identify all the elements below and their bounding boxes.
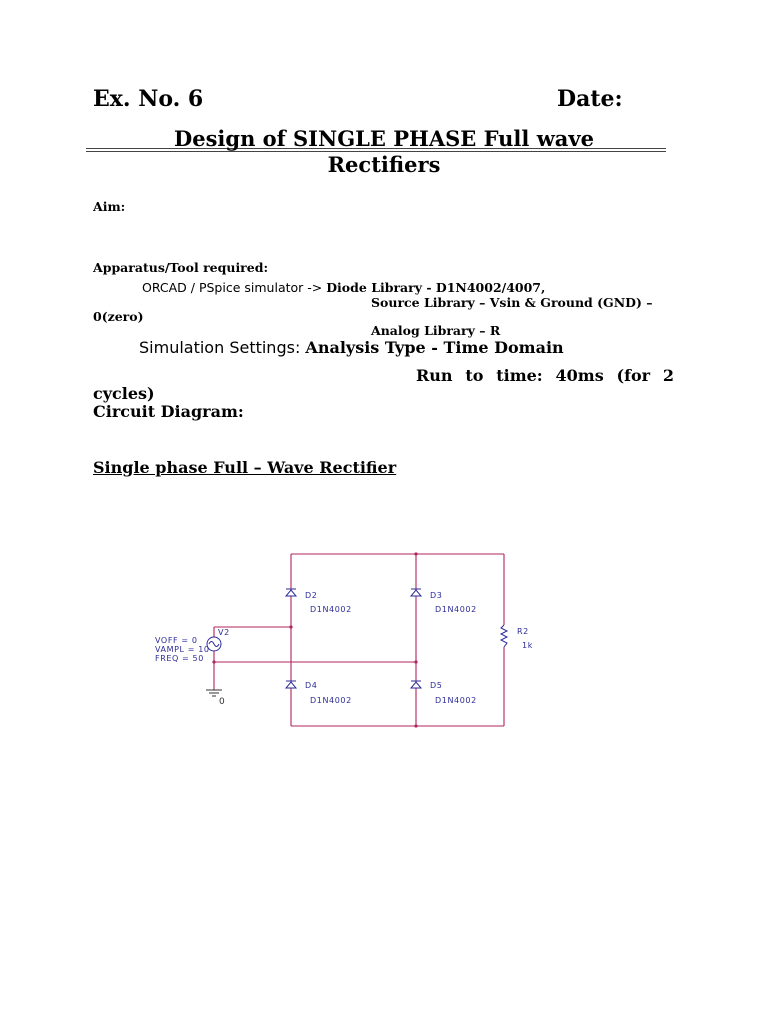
resistor-label: R2 [517, 627, 529, 636]
diode-d2-symbol [286, 589, 296, 596]
diode-d3-label: D3 [430, 591, 443, 600]
analog-library: Analog Library – R [371, 323, 501, 338]
ground-symbol [206, 690, 222, 696]
simulation-label: Simulation Settings: [139, 338, 306, 357]
resistor-value: 1k [522, 641, 533, 650]
run-to-time-cont: cycles) [93, 384, 155, 403]
exercise-number: Ex. No. 6 [93, 86, 204, 112]
run-word: 40ms [555, 366, 604, 385]
run-word: (for [616, 366, 651, 385]
tool-prefix: ORCAD / PSpice simulator -> [142, 280, 327, 295]
diode-d3-symbol [411, 589, 421, 596]
resistor-symbol [501, 625, 507, 647]
diode-d3-model: D1N4002 [435, 605, 477, 614]
analysis-type: Analysis Type - Time Domain [305, 338, 564, 357]
ground-label: 0 [219, 697, 226, 707]
circuit-heading: Single phase Full – Wave Rectifier [93, 458, 397, 477]
rectifier-schematic [150, 545, 550, 735]
run-word: time: [496, 366, 543, 385]
source-voff: VOFF = 0 [155, 636, 198, 645]
circuit-diagram-label: Circuit Diagram: [93, 402, 244, 421]
run-to-time [416, 366, 674, 385]
tool-line [142, 280, 545, 295]
run-word: Run [416, 366, 453, 385]
diode-d2-label: D2 [305, 591, 318, 600]
date-label: Date: [557, 86, 623, 112]
aim-label: Aim: [93, 199, 126, 214]
diode-d4-label: D4 [305, 681, 318, 690]
run-word: to [465, 366, 484, 385]
source-freq: FREQ = 50 [155, 654, 204, 663]
diode-d2-model: D1N4002 [310, 605, 352, 614]
source-label: V2 [218, 628, 230, 637]
page-title-line2: Rectifiers [327, 152, 441, 177]
source-library: Source Library – Vsin & Ground (GND) – [371, 295, 653, 310]
diode-d5-label: D5 [430, 681, 443, 690]
diode-d5-symbol [411, 681, 421, 688]
diode-d4-symbol [286, 681, 296, 688]
source-vampl: VAMPL = 10 [155, 645, 210, 654]
apparatus-label: Apparatus/Tool required: [93, 260, 269, 275]
source-library-cont: 0(zero) [93, 309, 144, 324]
page-title-line1: Design of SINGLE PHASE Full wave [174, 126, 594, 151]
run-word: 2 [662, 366, 674, 385]
simulation-settings [139, 338, 564, 357]
diode-d5-model: D1N4002 [435, 696, 477, 705]
diode-d4-model: D1N4002 [310, 696, 352, 705]
diode-library: Diode Library - D1N4002/4007, [326, 280, 546, 295]
